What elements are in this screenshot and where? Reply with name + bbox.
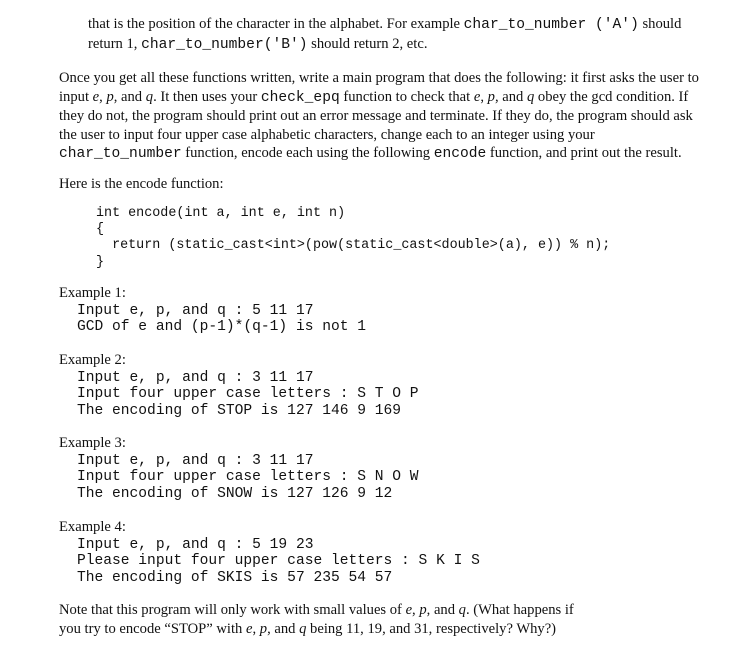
inline-code: check_epq [260,89,340,106]
example-output-line: Input e, p, and q : 5 11 17 [77,302,314,319]
intro-line-2: return 1, char_to_number('B') should return 2, etc. [88,35,428,53]
inline-code: char_to_number('B') [141,36,308,53]
paragraph-line: Once you get all these functions written, write a main program that does the following: it first asks the user to [59,70,699,86]
example-output-line: GCD of e and (p-1)*(q-1) is not 1 [77,319,367,336]
example-label: Example 1: [59,285,126,301]
note-line-1: Note that this program will only work with small values of e, p, and q. (What happens if [59,602,574,618]
example-output-line: Input e, p, and q : 5 19 23 [77,536,314,553]
code-line: return (static_cast<int>(pow(static_cast<double>(a), e)) % n); [96,238,611,254]
paragraph-line: input e, p, and q. It then uses your check_epq function to check that e, p, and q obey the gcd condition. If [59,88,689,106]
inline-code: char_to_number [59,146,182,162]
intro-line-1: that is the position of the character in the alphabet. For example char_to_number ('A') should [88,16,682,33]
encode-code-block [96,206,610,271]
paragraph-line: char_to_number function, encode each using the following encode function, and print out the result. [59,145,682,162]
example-label: Example 3: [59,435,126,451]
example-output-line: Input four upper case letters : S T O P [77,386,419,403]
example-1 [59,284,366,336]
intro-paragraph [88,15,681,54]
paragraph-line: they do not, the program should print out an error message and terminate. If they do, the program should ask [59,108,693,124]
note-line-2: you try to encode “STOP” with e, p, and q being 11, 19, and 31, respectively? Why?) [59,620,557,637]
encode-heading: Here is the encode function: [59,176,224,192]
inline-code: char_to_number ('A') [463,17,639,33]
example-output-line: Input e, p, and q : 3 11 17 [77,369,314,386]
example-output-line: Input four upper case letters : S N O W [77,469,419,486]
main-program-paragraph [59,69,699,164]
code-line: } [96,254,105,270]
paragraph-line: the user to input four upper case alphabetic characters, change each to an integer using your [59,126,595,143]
example-output-line: The encoding of SNOW is 127 126 9 12 [77,485,393,502]
example-label: Example 4: [59,519,126,535]
inline-code: encode [433,146,487,162]
example-output-line: The encoding of SKIS is 57 235 54 57 [77,569,393,586]
example-output-line: Please input four upper case letters : S K I S [77,553,480,570]
example-4 [59,518,480,587]
example-output-line: Input e, p, and q : 3 11 17 [77,452,314,469]
example-label: Example 2: [59,352,126,368]
code-line: { [96,222,105,238]
example-output-line: The encoding of STOP is 127 146 9 169 [77,402,402,419]
example-3 [59,434,419,503]
code-line: int encode(int a, int e, int n) [96,206,346,221]
example-2 [59,351,419,420]
note-paragraph [59,601,574,638]
